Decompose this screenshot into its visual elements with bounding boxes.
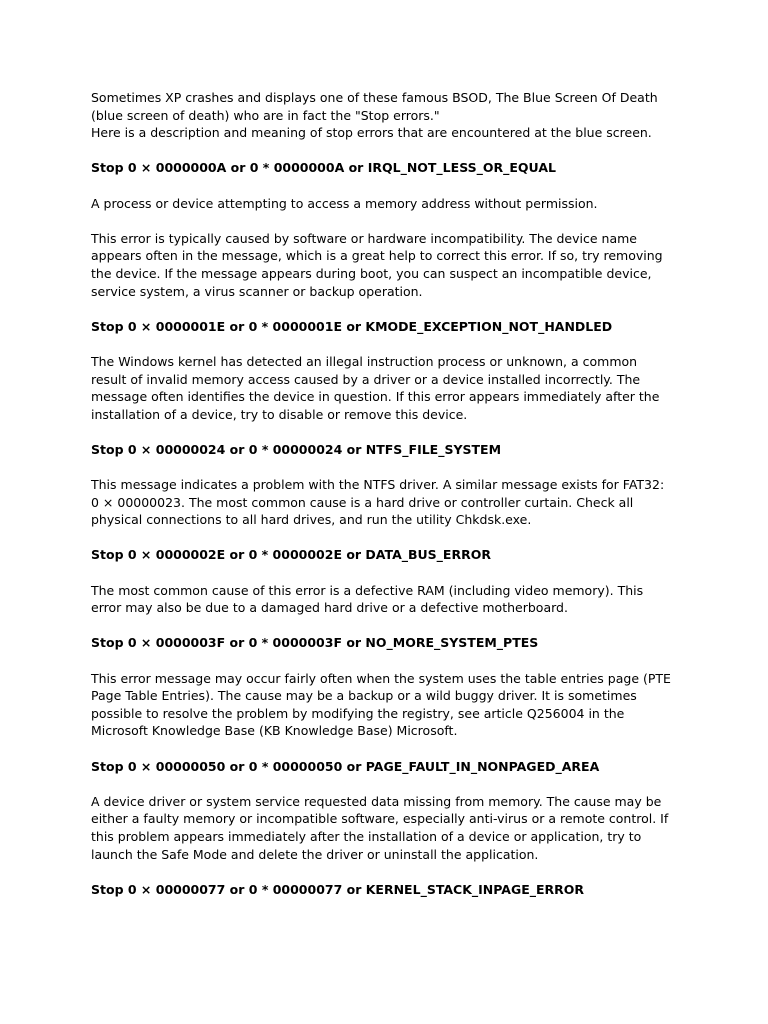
section-heading: Stop 0 × 00000050 or 0 * 00000050 or PAGE_FAULT_IN_NONPAGED_AREA: [91, 758, 600, 774]
paragraph-line: appears often in the message, which is a great help to correct this error. If so, try removing: [91, 248, 663, 264]
paragraph-line: This error message may occur fairly often when the system uses the table entries page (PTE: [91, 670, 671, 686]
section-paragraph: [91, 793, 691, 863]
intro-line: Here is a description and meaning of stop errors that are encountered at the blue screen.: [91, 125, 652, 141]
section-stop-2e: [91, 546, 691, 616]
paragraph-line: The Windows kernel has detected an illegal instruction process or unknown, a common: [91, 353, 638, 369]
section-paragraph: [91, 230, 691, 300]
paragraph-line: error may also be due to a damaged hard drive or a defective motherboard.: [91, 600, 568, 616]
paragraph-line: This error is typically caused by software or hardware incompatibility. The device name: [91, 230, 637, 246]
section-heading: Stop 0 × 0000000A or 0 * 0000000A or IRQL_NOT_LESS_OR_EQUAL: [91, 160, 556, 176]
intro-line: Sometimes XP crashes and displays one of these famous BSOD, The Blue Screen Of Death: [91, 90, 658, 105]
section-paragraph: [91, 670, 691, 740]
section-heading: Stop 0 × 0000002E or 0 * 0000002E or DATA_BUS_ERROR: [91, 547, 491, 563]
paragraph-line: the device. If the message appears during boot, you can suspect an incompatible device,: [91, 265, 652, 281]
paragraph-line: The most common cause of this error is a defective RAM (including video memory). This: [91, 582, 644, 598]
paragraph-line: service system, a virus scanner or backup operation.: [91, 283, 423, 299]
section-paragraph: [91, 353, 691, 423]
section-heading: Stop 0 × 00000077 or 0 * 00000077 or KERNEL_STACK_INPAGE_ERROR: [91, 881, 585, 897]
paragraph-line: either a faulty memory or incompatible software, especially anti-virus or a remote control. If: [91, 811, 669, 827]
section-stop-1e: [91, 318, 691, 424]
paragraph-line: This message indicates a problem with the NTFS driver. A similar message exists for FAT32:: [91, 477, 665, 493]
paragraph-line: Microsoft Knowledge Base (KB Knowledge Base) Microsoft.: [91, 723, 458, 739]
section-heading: Stop 0 × 0000003F or 0 * 0000003F or NO_MORE_SYSTEM_PTES: [91, 635, 539, 651]
intro-paragraph: [91, 89, 691, 142]
section-paragraph: [91, 476, 691, 529]
paragraph-line: physical connections to all hard drives, and run the utility Chkdsk.exe.: [91, 512, 532, 528]
section-paragraph: [91, 195, 691, 213]
document-page: [91, 89, 691, 916]
paragraph-line: possible to resolve the problem by modifying the registry, see article Q256004 in the: [91, 705, 625, 721]
paragraph-line: installation of a device, try to disable or remove this device.: [91, 406, 468, 422]
section-heading: Stop 0 × 0000001E or 0 * 0000001E or KMODE_EXCEPTION_NOT_HANDLED: [91, 318, 613, 334]
paragraph-line: 0 × 00000023. The most common cause is a hard drive or controller curtain. Check all: [91, 494, 634, 510]
paragraph-line: launch the Safe Mode and delete the driver or uninstall the application.: [91, 846, 539, 862]
section-stop-24: [91, 441, 691, 529]
section-stop-3f: [91, 634, 691, 740]
paragraph-line: Page Table Entries). The cause may be a backup or a wild buggy driver. It is sometimes: [91, 688, 637, 704]
paragraph-line: this problem appears immediately after the installation of a device or application, try to: [91, 828, 642, 844]
section-stop-50: [91, 758, 691, 864]
paragraph-line: result of invalid memory access caused by a driver or a device installed incorrectly. The: [91, 371, 641, 387]
section-heading: Stop 0 × 00000024 or 0 * 00000024 or NTFS_FILE_SYSTEM: [91, 441, 502, 457]
intro-line: (blue screen of death) who are in fact the "Stop errors.": [91, 107, 440, 123]
paragraph-line: A device driver or system service requested data missing from memory. The cause may be: [91, 793, 662, 809]
section-stop-0a: [91, 159, 691, 300]
paragraph-line: A process or device attempting to access a memory address without permission.: [91, 195, 598, 211]
paragraph-line: message often identifies the device in question. If this error appears immediately after the: [91, 389, 660, 405]
section-paragraph: [91, 582, 691, 617]
section-stop-77: [91, 881, 691, 899]
